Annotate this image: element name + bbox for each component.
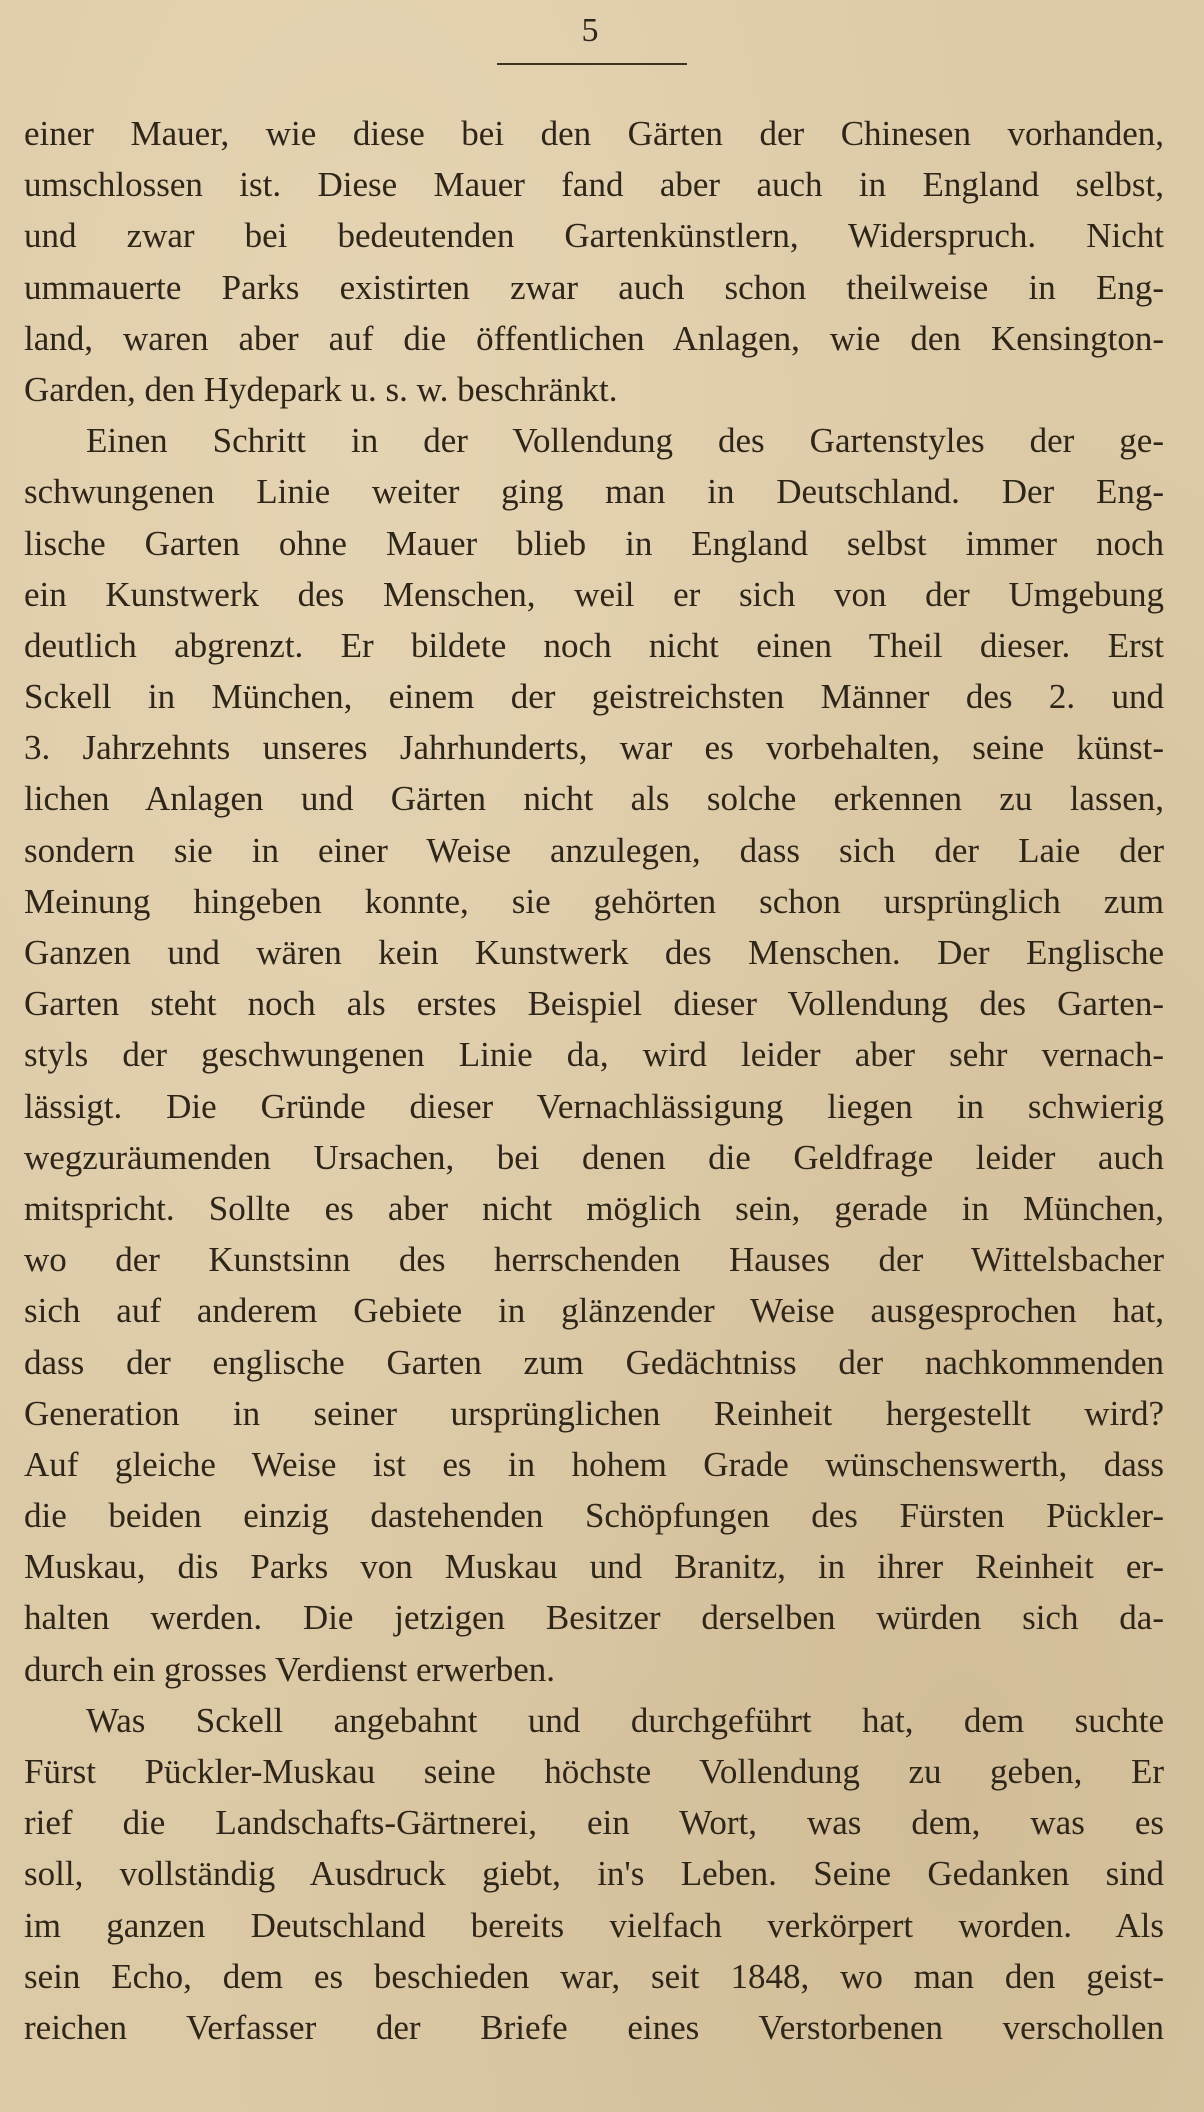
- text-line: lichen Anlagen und Gärten nicht als solche erkennen zu lassen,: [24, 779, 1164, 819]
- text-line: Was Sckell angebahnt und durchgeführt hat, dem suchte: [86, 1700, 1164, 1740]
- text-line: Generation in seiner ursprünglichen Reinheit hergestellt wird?: [24, 1393, 1164, 1433]
- text-line: und zwar bei bedeutenden Gartenkünstlern, Widerspruch. Nicht: [24, 216, 1164, 256]
- text-line: 3. Jahrzehnts unseres Jahrhunderts, war es vorbehalten, seine künst-: [24, 728, 1164, 768]
- page-number: 5: [581, 12, 599, 49]
- text-line: Garden, den Hydepark u. s. w. beschränkt.: [24, 369, 618, 409]
- text-line: durch ein grosses Verdienst erwerben.: [24, 1649, 555, 1689]
- text-line: Muskau, dis Parks von Muskau und Branitz, in ihrer Reinheit er-: [24, 1547, 1164, 1587]
- text-line: wo der Kunstsinn des herrschenden Hauses der Wittelsbacher: [24, 1240, 1164, 1280]
- text-line: umschlossen ist. Diese Mauer fand aber auch in England selbst,: [24, 165, 1164, 205]
- text-line: Garten steht noch als erstes Beispiel dieser Vollendung des Garten-: [24, 984, 1164, 1024]
- text-line: Sckell in München, einem der geistreichsten Männer des 2. und: [24, 677, 1164, 717]
- text-line: Fürst Pückler-Muskau seine höchste Vollendung zu geben, Er: [24, 1752, 1164, 1791]
- text-line: sich auf anderem Gebiete in glänzender Weise ausgesprochen hat,: [24, 1291, 1164, 1331]
- text-line: Einen Schritt in der Vollendung des Gartenstyles der ge-: [86, 421, 1164, 461]
- text-line: dass der englische Garten zum Gedächtniss der nachkommenden: [24, 1342, 1164, 1382]
- text-line: land, waren aber auf die öffentlichen Anlagen, wie den Kensington-: [24, 318, 1164, 358]
- text-line: Meinung hingeben konnte, sie gehörten schon ursprünglich zum: [24, 881, 1164, 921]
- text-line: mitspricht. Sollte es aber nicht möglich sein, gerade in München,: [24, 1188, 1164, 1228]
- text-line: rief die Landschafts-Gärtnerei, ein Wort, was dem, was es: [24, 1803, 1164, 1843]
- text-line: wegzuräumenden Ursachen, bei denen die Geldfrage leider auch: [24, 1137, 1164, 1177]
- body-text: [24, 108, 1164, 2053]
- text-line: schwungenen Linie weiter ging man in Deutschland. Der Eng-: [24, 472, 1164, 512]
- text-line: halten werden. Die jetzigen Besitzer derselben würden sich da-: [24, 1598, 1164, 1638]
- text-line: im ganzen Deutschland bereits vielfach verkörpert worden. Als: [24, 1905, 1164, 1945]
- header-rule: [497, 63, 687, 65]
- text-line: styls der geschwungenen Linie da, wird leider aber sehr vernach-: [24, 1035, 1164, 1075]
- text-line: soll, vollständig Ausdruck giebt, in's Leben. Seine Gedanken sind: [24, 1854, 1164, 1894]
- text-line: Auf gleiche Weise ist es in hohem Grade wünschenswerth, dass: [24, 1444, 1164, 1484]
- text-line: lässigt. Die Gründe dieser Vernachlässigung liegen in schwierig: [24, 1086, 1164, 1126]
- text-line: ein Kunstwerk des Menschen, weil er sich von der Umgebung: [24, 574, 1164, 614]
- text-line: ummauerte Parks existirten zwar auch schon theilweise in Eng-: [24, 267, 1164, 307]
- text-line: lische Garten ohne Mauer blieb in England selbst immer noch: [24, 523, 1164, 563]
- text-line: einer Mauer, wie diese bei den Gärten der Chinesen vorhanden,: [24, 114, 1164, 153]
- text-line: deutlich abgrenzt. Er bildete noch nicht einen Theil dieser. Erst: [24, 625, 1164, 665]
- text-line: sondern sie in einer Weise anzulegen, dass sich der Laie der: [24, 830, 1164, 870]
- text-line: die beiden einzig dastehenden Schöpfungen des Fürsten Pückler-: [24, 1496, 1164, 1536]
- text-line: reichen Verfasser der Briefe eines Verstorbenen verschollen: [24, 2007, 1164, 2047]
- text-line: Ganzen und wären kein Kunstwerk des Menschen. Der Englische: [24, 933, 1164, 972]
- text-line: sein Echo, dem es beschieden war, seit 1848, wo man den geist-: [24, 1956, 1164, 1996]
